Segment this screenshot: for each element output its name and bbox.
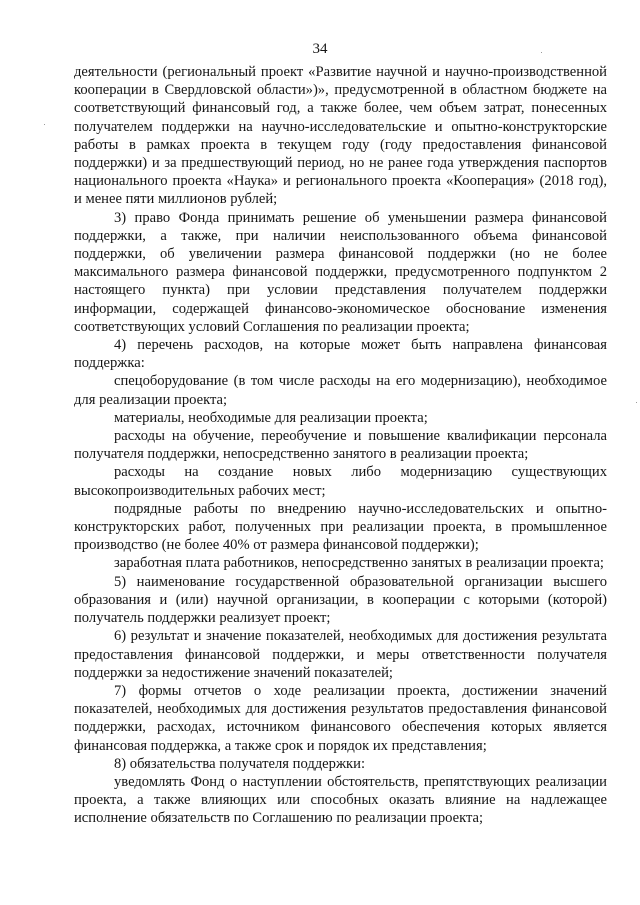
page-number: 34 <box>312 41 328 57</box>
paragraph-expense-workplaces: расходы на создание новых либо модернизацию существующих высокопроизводительных рабочих мест; <box>74 464 607 499</box>
paragraph-item-8: 8) обязательства получателя поддержки: <box>114 755 365 772</box>
scan-artifact <box>636 402 637 403</box>
document-body <box>74 63 607 828</box>
scan-artifact <box>44 124 45 125</box>
paragraph-expense-salary: заработная плата работников, непосредственно занятых в реализации проекта; <box>114 555 604 572</box>
paragraph-item-6: 6) результат и значение показателей, необходимых для достижения результата предоставления финансовой поддержки, и меры ответственности получателя поддержки за недостижение значений показателей; <box>74 628 607 681</box>
paragraph-item-7: 7) формы отчетов о ходе реализации проекта, достижении значений показателей, необходимых для достижения результатов предоставления финансовой поддержки, расходах, источником финансового обеспечения которых является финансовая поддержка, а также срок и порядок их представления; <box>74 682 607 754</box>
paragraph-expense-contract-works: подрядные работы по внедрению научно-исследовательских и опытно-конструкторских работ, полученных при реализации проекта, в промышленное производство (не более 40% от размера финансовой поддержки); <box>74 500 607 554</box>
paragraph-item-5: 5) наименование государственной образовательной организации высшего образования и (или) научной организации, в кооперации с которыми (которой) получатель поддержки реализует проект; <box>74 573 607 627</box>
paragraph-expense-equipment: спецоборудование (в том числе расходы на его модернизацию), необходимое для реализации проекта; <box>74 373 607 408</box>
paragraph-item-4: 4) перечень расходов, на которые может быть направлена финансовая поддержка: <box>74 337 607 372</box>
scan-artifact <box>541 52 542 53</box>
paragraph-obligation-notify: уведомлять Фонд о наступлении обстоятельств, препятствующих реализации проекта, а также влияющих или способных оказать влияние на надлежащее исполнение обязательств по Соглашению по реализации проекта; <box>74 773 607 827</box>
paragraph-expense-training: расходы на обучение, переобучение и повышение квалификации персонала получателя поддержки, непосредственно занятого в реализации проекта; <box>74 428 607 463</box>
paragraph-expense-materials: материалы, необходимые для реализации проекта; <box>114 409 428 426</box>
paragraph-item-3: 3) право Фонда принимать решение об уменьшении размера финансовой поддержки, а также, при наличии неиспользованного объема финансовой поддержки, об увеличении размера финансовой поддержки (но не более максимального размера финансовой поддержки, предусмотренного подпунктом 2 настоящего пункта) при условии представления получателем поддержки информации, содержащей финансово-экономическое обоснование изменения соответствующих условий Соглашения по реализации проекта; <box>74 209 607 335</box>
paragraph-continuation: деятельности (региональный проект «Развитие научной и научно-производственной кооперации в Свердловской области»)», предусмотренной в областном бюджете на соответствующий финансовый год, а также более, чем объем затрат, понесенных получателем поддержки на научно-исследовательские и опытно-конструкторские работы в рамках проекта в текущем году (году предоставления финансовой поддержки) и за предшествующий период, но не ранее года утверждения паспортов национального проекта «Наука» и регионального проекта «Кооперация» (2018 год), и менее пяти миллионов рублей; <box>74 64 607 208</box>
